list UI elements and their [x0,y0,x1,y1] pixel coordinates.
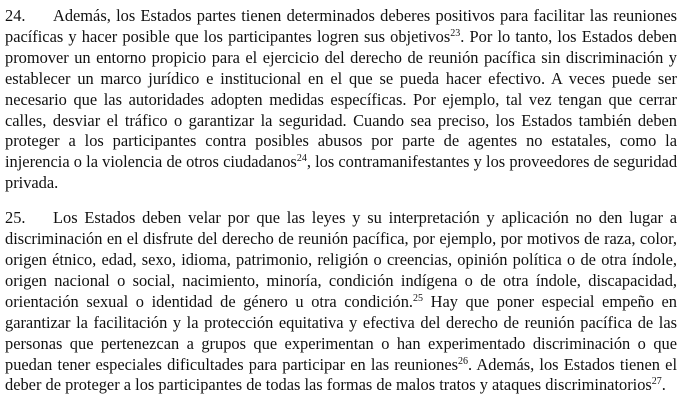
paragraph-25 [5,208,677,396]
paragraph-text: . Por lo tanto, los Estados deben promover un entorno propicio para el ejercicio del derecho de reunión pacífica sin discriminación y establecer un marco jurídico e institucional en el que se pueda hacer efectivo. A veces puede ser necesario que las autoridades adopten medidas específicas. Por ejemplo, tal vez tengan que cerrar calles, desviar el tráfico o garantizar la seguridad. Cuando sea preciso, los Estados también deben proteger a los participantes contra posibles abusos por parte de agentes no estatales, como la injerencia o la violencia de otros ciudadanos [5,26,678,172]
footnote-ref[interactable]: 24 [296,153,307,165]
paragraph-number: 24. [5,6,26,25]
paragraph-text: Además, los Estados partes tienen determinados deberes positivos para facilitar las reuniones pacíficas y hacer posible que los participantes logren sus objetivos [5,6,677,46]
paragraph-text: , los contramanifestantes y los proveedores de seguridad privada. [5,152,678,193]
footnote-ref[interactable]: 23 [450,27,461,39]
footnote-ref[interactable]: 25 [413,292,424,304]
paragraph-text: . Además, los Estados tienen el deber de proteger a los participantes de todas las formas de malos tratos y ataques discriminatorios [5,354,677,395]
document-page [5,6,677,410]
footnote-ref[interactable]: 26 [458,355,468,367]
footnote-ref[interactable]: 27 [651,376,662,388]
paragraph-24 [5,6,677,194]
paragraph-text: Hay que poner especial empeño en garantizar la facilitación y la protección equitativa y efectiva del derecho de reunión pacífica de las personas que pertenezcan a grupos que experimentan o han experimentado discriminación o que puedan tener especiales dificultades para participar en las reuniones [5,291,678,374]
paragraph-text: Los Estados deben velar por que las leyes y su interpretación y aplicación no den lugar a discriminación en el disfrute del derecho de reunión pacífica, por ejemplo, por motivos de raza, color, origen étnico, edad, sexo, idioma, patrimonio, religión o creencias, opinión política o de otra índole, origen nacional o social, nacimiento, minoría, condición indígena o de otra índole, discapacidad, orientación sexual o identidad de género u otra condición. [5,208,677,311]
paragraph-text: . [661,375,666,395]
paragraph-number: 25. [5,208,26,228]
